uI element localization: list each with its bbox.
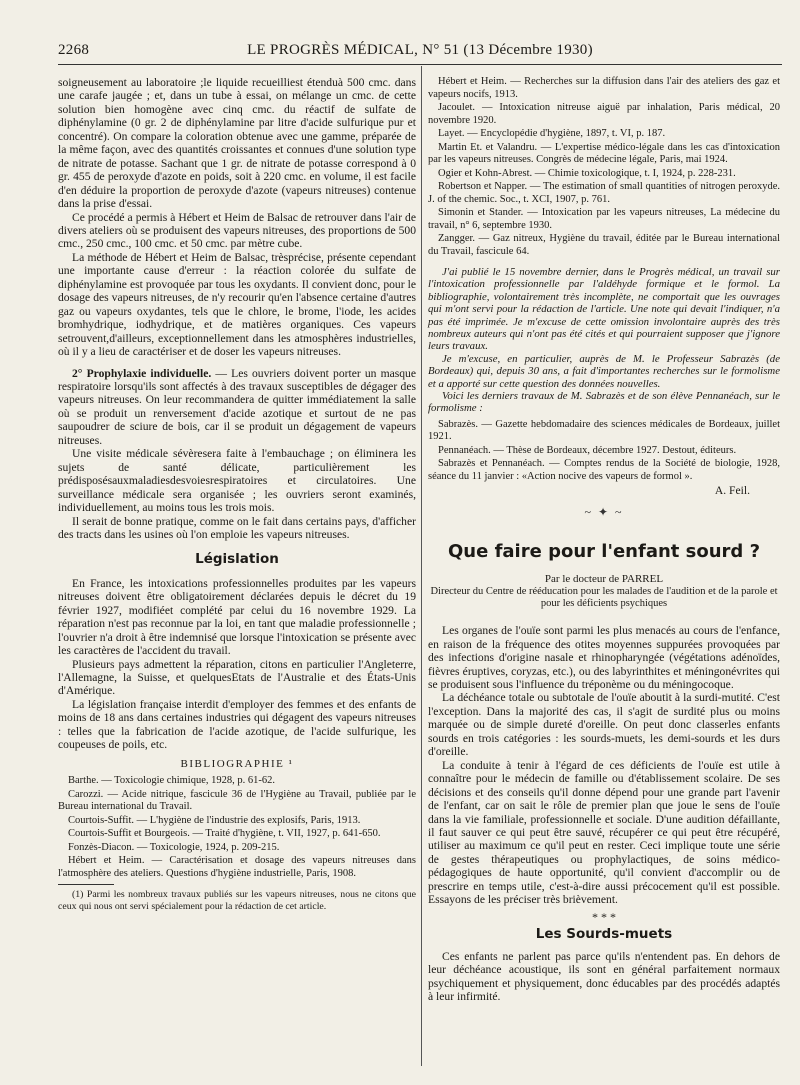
- affiliation: Directeur du Centre de rééducation pour les malades de l'audition et de la parole et pour les déficients psychiques: [430, 586, 778, 610]
- bibliography-entry: Pennanéach. — Thèse de Bordeaux, décembre 1927. Destout, éditeurs.: [438, 444, 737, 456]
- paragraph: Plusieurs pays admettent la réparation, citons en particulier l'Angleterre, l'Allemagne, la Suisse, et quelquesEtats de l'Australie et des États-Unis d'Amérique.: [58, 657, 416, 698]
- bibliography-entry: Robertson et Napper. — The estimation of small quantities of nitrogen peroxyde. J. of the chemic. Soc., t. XCI, 1907, p. 761.: [428, 181, 780, 205]
- italic-note: Je m'excuse, en particulier, auprès de M. le Professeur Sabrazès (de Bordeaux) qui, depuis 30 ans, a fait d'importantes recherches sur le formolisme et a apporté sur cette question des données nouvelles.: [428, 352, 780, 390]
- paragraph: La législation française interdit d'employer des femmes et des enfants de moins de 18 ans dans certaines industries qui dégagent des vapeurs nitreuses : telles que la fabrication de l'acide azotique, de l'acide sulfurique, les coupeuses de poils, etc.: [58, 697, 416, 752]
- bibliography-entry: Courtois-Suffit. — L'hygiène de l'industrie des explosifs, Paris, 1913.: [68, 814, 361, 826]
- paragraph: La déchéance totale ou subtotale de l'ouïe aboutit à la surdi-mutité. C'est l'exception. Dans la majorité des cas, il s'agit de surdité plus ou moins marquée ou de simple dureté d'oreille. On peut donc classerles enfants sourds en trois catégories : les sourds-muets, les demi-sourds et les durs d'oreille.: [428, 691, 780, 759]
- prophylaxie-heading: 2° Prophylaxie individuelle.: [72, 366, 212, 380]
- italic-note: J'ai publié le 15 novembre dernier, dans le Progrès médical, un travail sur l'intoxication professionnelle par l'aldéhyde formique et le formol. La bibliographie, volontairement très incomplète, ne comportait que les ouvrages qui m'ont servi pour la rédaction de l'article. Une note qui devait l'indiquer, n'a pas été imprimée. Je m'excuse de cette omission involontaire auprès des très nombreux auteurs qui n'ont pas été cités et qui pourraient supposer que j'ignore leurs travaux.: [428, 266, 780, 353]
- paragraph: En France, les intoxications professionnelles produites par les vapeurs nitreuses doivent être obligatoirement déclarées depuis le décret du 19 février 1927, modifiéet complété par celui du 16 novembre 1929. La réparation n'est pas reconnue par la loi, en tant que maladie professionnelle ; l'ouvrier n'a droit à être indemnisé que lorsque l'intoxication se présente avec les caractères de l'accident du travail.: [58, 576, 416, 658]
- bibliography-entry: Layet. — Encyclopédie d'hygiène, 1897, t. VI, p. 187.: [438, 128, 666, 139]
- paragraph: Ces enfants ne parlent pas parce qu'ils n'entendent pas. En dehors de leur déchéance acoustique, ils sont en général parfaitement normaux psychiquement et physiquement, donc éducables par des procédés adaptés à leur infirmité.: [428, 949, 780, 1003]
- paragraph: Une visite médicale sévèresera faite à l'embauchage ; on éliminera les sujets de santé délicate, particulièrement les prédisposésauxmaladiesdesvoiesrespiratoires et circulatoires. Une surveillance médicale sera organisée ; les ouvriers seront examinés, individuellement, au moins tous les trois mois.: [58, 447, 416, 515]
- article-title: Que faire pour l'enfant sourd ?: [447, 541, 761, 563]
- footnote: (1) Parmi les nombreux travaux publiés sur les vapeurs nitreuses, nous ne citons que ceux qui nous ont servi spécialement pour la rédaction de cet article.: [58, 889, 416, 912]
- prophylaxie-paragraph: [58, 367, 416, 448]
- bibliography-entry: Hébert et Heim. — Caractérisation et dosage des vapeurs nitreuses dans l'atmosphère des ateliers. Questions d'hygiène industrielle, Paris, 1908.: [58, 855, 416, 879]
- paragraph: soigneusement au laboratoire ;le liquide recueilliest étenduà 500 cmc. dans une carafe jaugée ; et, dans un tube à essai, on mélange un cmc. de cette solution bien homogène avec cinq cmc. du réactif de sulfate de diphénylamine (0 gr. 2 de diphénylamine par litre d'acide sulfurique pur et concentré). On compare la coloration obtenue avec une gamme, préparée de la même façon, avec des quantités croissantes et connues d'une solution type de nitrate de potasse. Sachant que 1 gr. de nitrate de potasse correspond à 0 gr. 455 de peroxyde d'azote en poids, soit à 220 cmc. en volume, il est facile d'en déduire la proportion de peroxyde d'azote (vapeurs nitreuses) contenue dans la prise d'essai.: [58, 76, 416, 211]
- paragraph: Il serait de bonne pratique, comme on le fait dans certains pays, d'afficher des tracts dans les usines où l'on emploie les vapeurs nitreuses.: [58, 514, 416, 541]
- bibliography-entry: Barthe. — Toxicologie chimique, 1928, p. 61-62.: [68, 775, 275, 787]
- paragraph: Ce procédé a permis à Hébert et Heim de Balsac de retrouver dans l'air de divers ateliers où se produisent des vapeurs nitreuses, des proportions de 500 cmc., 250 cmc., 100 cmc. et 50 cmc. par mètre cube.: [58, 210, 416, 251]
- bibliography-entry: Carozzi. — Acide nitrique, fascicule 36 de l'Hygiène au Travail, publiée par le Bureau international du Travail.: [58, 788, 416, 813]
- byline: Par le docteur de PARREL: [544, 572, 664, 585]
- bibliography-entry: Ogier et Kohn-Abrest. — Chimie toxicologique, t. I, 1924, p. 228-231.: [438, 167, 736, 179]
- paragraph: La méthode de Hébert et Heim de Balsac, trèsprécise, présente cependant une importante cause d'erreur : la réaction colorée du sulfate de diphénylamine est provoquée par tous les oxydants. Il convient donc, pour le dosage des vapeurs nitreuses, de n'y recourir qu'en l'absence certaine d'autres gaz ou vapeurs oxydantes, tels que le chlore, le brome, l'iode, les acides bromhydrique, iodhydrique, et de matières organiques. Ces vapeurs setrouvent,d'ailleurs, exceptionnellement dans les atmosphères industrielles, où il y a lieu de caractériser et de doser les vapeurs nitreuses.: [58, 250, 416, 359]
- ornament-divider: ~ ✦ ~: [584, 504, 624, 519]
- column-separator: [421, 66, 422, 1066]
- footnote-rule: [58, 884, 114, 885]
- journal-title: LE PROGRÈS MÉDICAL, N° 51 (13 Décembre 1930): [247, 42, 593, 58]
- legislation-heading: Législation: [195, 551, 279, 568]
- signature: A. Feil.: [714, 484, 750, 498]
- bibliography-entry: Hébert et Heim. — Recherches sur la diffusion dans l'air des ateliers des gaz et vapeurs nocifs, 1913.: [428, 76, 780, 100]
- page-number: 2268: [58, 42, 90, 58]
- bibliography-entry: Martin Et. et Valandru. — L'expertise médico-légale dans les cas d'intoxication par les vapeurs nitreuses. Congrès de médecine légale, Paris, mai 1924.: [428, 141, 780, 165]
- bibliography-entry: Courtois-Suffit et Bourgeois. — Traité d'hygiène, t. VII, 1927, p. 641-650.: [68, 828, 381, 840]
- bibliography-entry: Jacoulet. — Intoxication nitreuse aiguë par inhalation, Paris médical, 20 novembre 1920.: [428, 102, 780, 126]
- page-header: [58, 42, 782, 62]
- prophylaxie-text: — Les ouvriers doivent porter un masque respiratoire lorsqu'ils sont affectés à des travaux susceptibles de dégager des vapeurs nitreuses. On leur recommandera de quitter immédiatement la salle où se produit un renversement d'acide azotique et surtout de ne pas saupoudrer de sciure de bois, car il se produit un dégagement de vapeurs nitreuses.: [58, 366, 416, 447]
- header-rule: [58, 64, 782, 65]
- asterism: * * *: [592, 909, 616, 924]
- section-heading: Les Sourds-muets: [535, 926, 673, 943]
- right-column: [428, 76, 780, 1003]
- paragraph: La conduite à tenir à l'égard de ces déficients de l'ouïe est utile à connaître pour le médecin de famille ou d'établissement scolaire. De ses décisions et des conseils qu'il donne dépend pour une grande part l'avenir de l'enfant, car on sait le rôle de premier plan que joue le sens de l'ouïe dans la vie familiale, professionnelle et sociale. D'une audition défaillante, il faut sauver ce qui peut être sauvé, récupérer ce qui peut être récupéré, utiliser au maximum ce qu'il peut en rester. Ceci implique toute une série de gestes thérapeutiques ou prophylactiques, de soins médico-pédagogiques de haute opportunité, qu'il convient d'accomplir ou de prescrire en temps utile, c'est-à-dire aussi précocement qu'il est possible. Essayons de les préciser très brièvement.: [428, 758, 780, 907]
- paragraph: Les organes de l'ouïe sont parmi les plus menacés au cours de l'enfance, en raison de la fréquence des otites moyennes suppurées provoquées par des infections d'origine nasale et rhinopharyngée (végétations adénoïdes, fièvres éruptives, coryzas, etc.), ou des labyrinthites et méningonévrites qui se produisent sous l'influence du tréponème ou du méningocoque.: [428, 624, 780, 691]
- bibliography-entry: Sabrazès et Pennanéach. — Comptes rendus de la Société de biologie, 1928, séance du 11 janvier : «Action nocive des vapeurs de formol ».: [428, 458, 780, 482]
- bibliography-entry: Simonin et Stander. — Intoxication par les vapeurs nitreuses, La médecine du travail, n° 6, septembre 1930.: [428, 207, 780, 231]
- italic-note: Voici les derniers travaux de M. Sabrazès et de son élève Pennanéach, sur le formolisme :: [428, 390, 780, 415]
- bibliography-entry: Sabrazès. — Gazette hebdomadaire des sciences médicales de Bordeaux, juillet 1921.: [428, 418, 780, 443]
- bibliography-heading: BIBLIOGRAPHIE ¹: [180, 757, 294, 770]
- bibliography-entry: Fonzès-Diacon. — Toxicologie, 1924, p. 209-215.: [68, 841, 280, 853]
- bibliography-entry: Zangger. — Gaz nitreux, Hygiène du travail, éditée par le Bureau international du Travail, fascicule 64.: [428, 233, 780, 257]
- left-column: [58, 76, 416, 912]
